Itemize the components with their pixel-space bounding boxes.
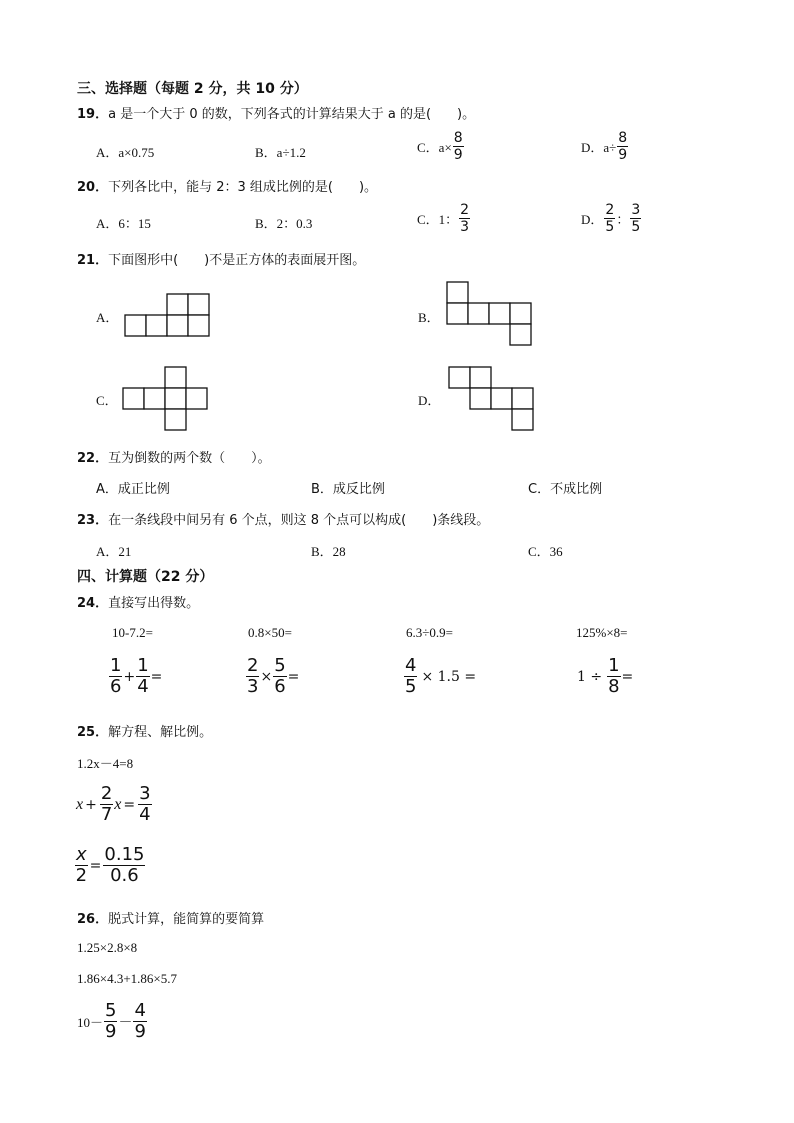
operator: + (123, 668, 136, 685)
operator: － (118, 1014, 133, 1031)
fraction (75, 846, 88, 885)
ratio-colon: ： (616, 212, 630, 227)
fraction (138, 785, 151, 824)
denominator: 6 (274, 676, 286, 697)
question-number: 24． (77, 596, 109, 611)
question-number: 22． (77, 451, 109, 466)
option-prefix: C．a× (417, 140, 452, 155)
calc-expression: 1.86×4.3+1.86×5.7 (77, 971, 177, 986)
cube-net-d[interactable] (448, 366, 534, 430)
question-20 (77, 176, 377, 195)
calc-expression: 125%×8= (576, 625, 628, 640)
calc-expression: 0.8×50= (248, 625, 292, 640)
denominator: 9 (618, 147, 628, 163)
q22-option-c[interactable]: C．不成比例 (528, 482, 603, 497)
numerator: 1 (608, 655, 620, 676)
numerator: 4 (405, 655, 417, 676)
equals: = (621, 668, 634, 685)
question-text: 下列各比中，能与 2：3 组成比例的是( )。 (108, 180, 378, 195)
expression-prefix: 10－ (77, 1015, 104, 1030)
numerator: 2 (605, 202, 615, 218)
q21-option-a-label[interactable]: A． (96, 310, 119, 325)
equals: = (287, 668, 300, 685)
fraction (103, 846, 145, 885)
question-26 (77, 908, 264, 927)
calc-expression: 6.3÷0.9= (406, 625, 453, 640)
numerator: 8 (453, 130, 463, 146)
equals: = (150, 668, 163, 685)
numerator: x (76, 844, 87, 865)
denominator: 9 (453, 147, 463, 163)
equation (76, 785, 153, 824)
question-19 (77, 103, 475, 122)
q19-option-d[interactable] (581, 131, 629, 162)
denominator: 7 (100, 804, 113, 825)
q22-option-b[interactable]: B．成反比例 (311, 482, 385, 497)
question-text: 互为倒数的两个数（ ）。 (108, 451, 271, 466)
fraction (136, 657, 149, 696)
question-text: 脱式计算，能简算的要简算 (108, 912, 265, 927)
q21-option-d-label[interactable]: D． (418, 393, 441, 408)
denominator: 6 (110, 676, 122, 697)
q20-option-b[interactable]: B．2：0.3 (255, 216, 313, 231)
q21-option-c-label[interactable]: C． (96, 393, 118, 408)
denominator: 8 (608, 676, 620, 697)
calc-fraction-expression (577, 657, 633, 696)
denominator: 3 (247, 676, 259, 697)
question-number: 25． (77, 725, 109, 740)
numerator: 2 (247, 655, 259, 676)
fraction (607, 657, 620, 696)
calc-fraction-expression (108, 657, 162, 696)
fraction (459, 203, 470, 234)
numerator: 5 (105, 1000, 117, 1021)
numerator: 4 (134, 1000, 146, 1021)
calc-fraction-expression (403, 657, 476, 696)
q23-option-a[interactable]: A．21 (96, 544, 132, 559)
fraction (100, 785, 113, 824)
denominator: 2 (75, 865, 88, 886)
numerator: 0.15 (104, 844, 145, 865)
q23-option-c[interactable]: C．36 (528, 544, 563, 559)
q20-option-c[interactable] (417, 203, 471, 234)
equals: = (123, 796, 136, 813)
fraction (109, 657, 122, 696)
cube-net-c[interactable] (123, 366, 209, 430)
question-number: 20． (77, 180, 109, 195)
numerator: 2 (460, 202, 470, 218)
fraction (404, 657, 417, 696)
q22-option-a[interactable]: A．成正比例 (96, 482, 170, 497)
option-prefix: D．a÷ (581, 140, 617, 155)
denominator: 5 (631, 219, 641, 235)
q19-option-c[interactable] (417, 131, 465, 162)
question-25 (77, 721, 212, 740)
variable: x (76, 795, 84, 813)
numerator: 5 (274, 655, 286, 676)
question-text: 在一条线段中间另有 6 个点，则这 8 个点可以构成( )条线段。 (108, 513, 490, 528)
question-number: 26． (77, 912, 109, 927)
fraction (617, 131, 628, 162)
q19-option-a[interactable]: A．a×0.75 (96, 145, 155, 160)
question-number: 23． (77, 513, 109, 528)
q19-option-b[interactable]: B．a÷1.2 (255, 145, 306, 160)
question-number: 19． (77, 107, 109, 122)
question-text: 解方程、解比例。 (108, 725, 213, 740)
denominator: 9 (134, 1021, 146, 1042)
calc-expression: 1.25×2.8×8 (77, 940, 138, 955)
cube-net-a[interactable] (125, 293, 211, 337)
question-22 (77, 447, 271, 466)
q23-option-b[interactable]: B．28 (311, 544, 346, 559)
question-number: 21． (77, 253, 109, 268)
denominator: 9 (105, 1021, 117, 1042)
section-title-choice: 三、选择题（每题 2 分，共 10 分） (77, 81, 308, 97)
calc-fraction-expression (245, 657, 299, 696)
denominator: 4 (139, 804, 151, 825)
q20-option-d[interactable] (581, 203, 642, 234)
calc-fraction-expression (77, 1002, 148, 1041)
denominator: 3 (460, 219, 470, 235)
denominator: 5 (605, 219, 615, 235)
question-21 (77, 249, 365, 268)
option-prefix: C．1： (417, 212, 459, 227)
denominator: 0.6 (110, 865, 139, 886)
fraction (104, 1002, 117, 1041)
variable: x (114, 795, 122, 813)
fraction (453, 131, 464, 162)
denominator: 4 (137, 676, 149, 697)
expression-prefix: 1 ÷ (577, 668, 603, 685)
numerator: 3 (631, 202, 641, 218)
numerator: 3 (139, 783, 151, 804)
question-text: 下面图形中( )不是正方体的表面展开图。 (108, 253, 366, 268)
fraction (133, 1002, 146, 1041)
fraction (246, 657, 259, 696)
option-prefix: D． (581, 212, 604, 227)
expression-rest: × 1.5 = (421, 668, 477, 685)
section-title-calculation: 四、计算题（22 分） (77, 569, 214, 585)
q21-option-b-label[interactable]: B． (418, 310, 440, 325)
q20-option-a[interactable]: A．6：15 (96, 216, 151, 231)
fraction (630, 203, 641, 234)
question-text: a 是一个大于 0 的数，下列各式的计算结果大于 a 的是( )。 (108, 107, 476, 122)
numerator: 1 (110, 655, 122, 676)
question-text: 直接写出得数。 (108, 596, 200, 611)
calc-expression: 10-7.2= (112, 625, 153, 640)
question-24 (77, 592, 199, 611)
numerator: 2 (100, 783, 113, 804)
equation: 1.2x－4=8 (77, 756, 134, 771)
operator: × (260, 668, 273, 685)
fraction (604, 203, 615, 234)
operator: + (85, 796, 97, 813)
fraction (273, 657, 286, 696)
numerator: 8 (618, 130, 628, 146)
equals: = (89, 857, 102, 874)
proportion (74, 846, 146, 885)
question-23 (77, 509, 489, 528)
denominator: 5 (405, 676, 417, 697)
numerator: 1 (137, 655, 149, 676)
cube-net-b[interactable] (446, 281, 532, 345)
